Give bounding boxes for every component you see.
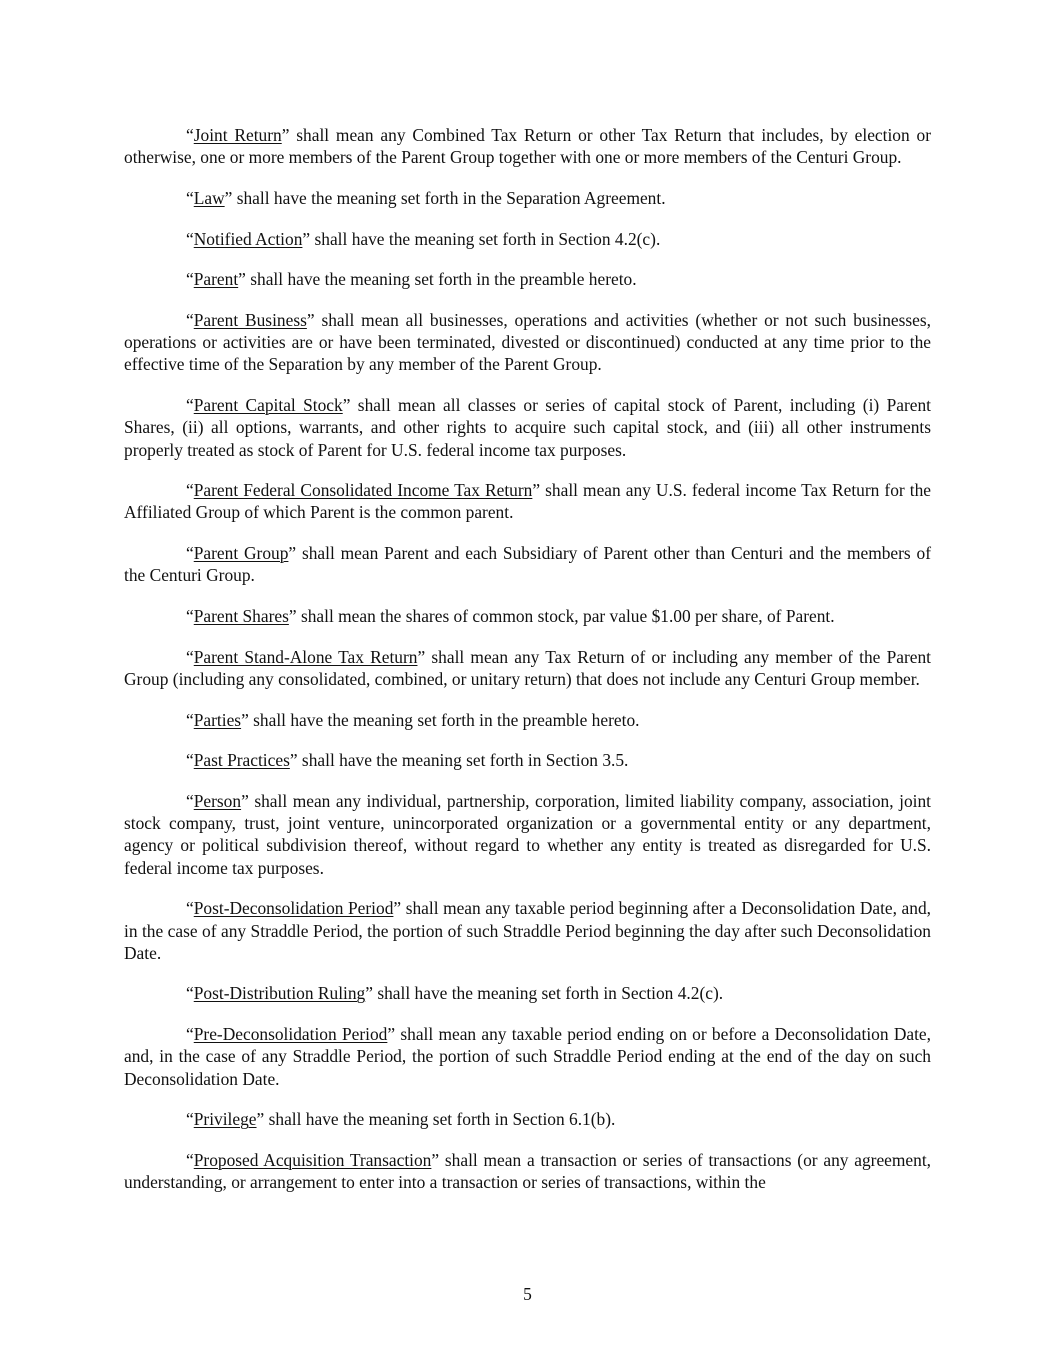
definition-text: shall have the meaning set forth in Section 4.2(c).: [310, 228, 661, 249]
definition-text: shall mean any taxable period beginning after a Deconsolidation Date, and, in the case of any Straddle Period, the portion of such Straddle Period beginning the day after such Deconsolidation Date.: [124, 898, 931, 963]
definition-paragraph: “Person” shall mean any individual, partnership, corporation, limited liability company, association, joint stock company, trust, joint venture, unincorporated organization or a governmental entity or any department, agency or political subdivision thereof, without regard to whether any entity is treated as disregarded for U.S. federal income tax purposes.: [124, 791, 931, 878]
definition-paragraph: “Parent Business” shall mean all businesses, operations and activities (whether or not such businesses, operations or activities are or have been terminated, divested or discontinued) conducted at any time prior to the effective time of the Separation by any member of the Parent Group.: [124, 310, 932, 375]
definition-text: shall mean Parent and each Subsidiary of Parent other than Centuri and the members of the Centuri Group.: [124, 543, 931, 586]
defined-term: Parent: [193, 269, 239, 290]
defined-term: Proposed Acquisition Transaction: [193, 1150, 432, 1170]
defined-term: Post-Deconsolidation Period: [193, 898, 394, 919]
definition-paragraph: “Parties” shall have the meaning set forth in the preamble hereto.: [186, 709, 640, 730]
definition-text: shall have the meaning set forth in the preamble hereto.: [245, 269, 637, 290]
defined-term: Joint Return: [193, 125, 282, 145]
defined-term: Parent Group: [193, 543, 289, 564]
defined-term: Parties: [193, 709, 242, 730]
definition-text: shall mean all businesses, operations and activities (whether or not such businesses, operations or activities are or have been terminated, divested or discontinued) conducted at any time prior to the effective time of the Separation by any member of the Parent Group.: [124, 310, 932, 375]
definition-text: shall mean any Tax Return of or including any member of the Parent Group (including any consolidated, combined, or unitary return) that does not include any Centuri Group member.: [124, 646, 931, 689]
definition-paragraph: “Privilege” shall have the meaning set forth in Section 6.1(b).: [186, 1109, 616, 1130]
defined-term: Past Practices: [193, 750, 290, 771]
definition-text: shall mean the shares of common stock, par value $1.00 per share, of Parent.: [296, 606, 835, 627]
defined-term: Pre-Deconsolidation Period: [193, 1024, 388, 1045]
definition-text: shall mean a transaction or series of transactions (or any agreement, understanding, or arrangement to enter into a transaction or series of transactions, within the: [124, 1150, 931, 1193]
defined-term: Privilege: [193, 1109, 257, 1130]
definition-text: shall have the meaning set forth in Section 4.2(c).: [372, 983, 724, 1004]
definition-paragraph: “Parent Stand-Alone Tax Return” shall mean any Tax Return of or including any member of the Parent Group (including any consolidated, combined, or unitary return) that does not include any Centuri Group member.: [124, 646, 931, 689]
page-number: 5: [523, 1284, 532, 1304]
definition-text: shall mean any U.S. federal income Tax Return for the Affiliated Group of which Parent is the common parent.: [124, 480, 931, 523]
definition-paragraph: “Proposed Acquisition Transaction” shall mean a transaction or series of transactions (or any agreement, understanding, or arrangement to enter into a transaction or series of transactions, within the: [124, 1150, 931, 1193]
definition-paragraph: “Post-Deconsolidation Period” shall mean any taxable period beginning after a Deconsolidation Date, and, in the case of any Straddle Period, the portion of such Straddle Period beginning the day after such Deconsolidation Date.: [124, 898, 931, 963]
defined-term: Parent Shares: [193, 606, 289, 627]
definition-paragraph: “Parent Federal Consolidated Income Tax Return” shall mean any U.S. federal income Tax Return for the Affiliated Group of which Parent is the common parent.: [124, 480, 931, 523]
definition-paragraph: “Post-Distribution Ruling” shall have the meaning set forth in Section 4.2(c).: [186, 983, 724, 1004]
definition-text: shall have the meaning set forth in Section 3.5.: [297, 750, 629, 771]
document-page: [124, 124, 931, 1212]
definition-text: shall mean all classes or series of capital stock of Parent, including (i) Parent Shares, (ii) all options, warrants, and other rights to acquire such capital stock, and (iii) all other instruments properly treated as stock of Parent for U.S. federal income tax purposes.: [124, 395, 931, 460]
definition-text: shall mean any individual, partnership, corporation, limited liability company, association, joint stock company, trust, joint venture, unincorporated organization or a governmental entity or any department, agency or political subdivision thereof, without regard to whether any entity is treated as disregarded for U.S. federal income tax purposes.: [124, 791, 931, 878]
defined-term: Law: [193, 187, 225, 208]
definition-paragraph: “Parent Group” shall mean Parent and each Subsidiary of Parent other than Centuri and the members of the Centuri Group.: [124, 543, 931, 586]
defined-term: Parent Stand-Alone Tax Return: [193, 646, 418, 667]
definition-paragraph: “Notified Action” shall have the meaning set forth in Section 4.2(c).: [186, 228, 661, 249]
defined-term: Person: [193, 791, 242, 812]
definition-paragraph: “Parent Capital Stock” shall mean all classes or series of capital stock of Parent, including (i) Parent Shares, (ii) all options, warrants, and other rights to acquire such capital stock, and (iii) all other instruments properly treated as stock of Parent for U.S. federal income tax purposes.: [124, 395, 931, 460]
definition-text: shall mean any taxable period ending on or before a Deconsolidation Date, and, in the case of any Straddle Period, the portion of such Straddle Period ending at the end of the day on such Deconsolidation Date.: [124, 1024, 931, 1089]
defined-term: Notified Action: [193, 228, 303, 249]
definition-text: shall have the meaning set forth in the preamble hereto.: [248, 709, 640, 730]
definition-paragraph: “Joint Return” shall mean any Combined Tax Return or other Tax Return that includes, by election or otherwise, one or more members of the Parent Group together with one or more members of the Centuri Group.: [124, 125, 931, 168]
definition-paragraph: “Parent Shares” shall mean the shares of common stock, par value $1.00 per share, of Parent.: [186, 606, 835, 627]
defined-term: Post-Distribution Ruling: [193, 983, 366, 1004]
definition-text: shall mean any Combined Tax Return or other Tax Return that includes, by election or otherwise, one or more members of the Parent Group together with one or more members of the Centuri Group.: [124, 125, 931, 168]
definition-paragraph: “Past Practices” shall have the meaning set forth in Section 3.5.: [186, 750, 629, 771]
definition-paragraph: “Pre-Deconsolidation Period” shall mean any taxable period ending on or before a Deconsolidation Date, and, in the case of any Straddle Period, the portion of such Straddle Period ending at the end of the day on such Deconsolidation Date.: [124, 1024, 931, 1089]
definition-text: shall have the meaning set forth in Section 6.1(b).: [264, 1109, 616, 1130]
definition-paragraph: “Law” shall have the meaning set forth in the Separation Agreement.: [186, 187, 666, 208]
defined-term: Parent Federal Consolidated Income Tax Return: [193, 480, 533, 501]
definition-text: shall have the meaning set forth in the Separation Agreement.: [232, 187, 666, 208]
defined-term: Parent Capital Stock: [193, 395, 343, 416]
definition-paragraph: “Parent” shall have the meaning set forth in the preamble hereto.: [186, 269, 637, 290]
defined-term: Parent Business: [193, 310, 307, 331]
